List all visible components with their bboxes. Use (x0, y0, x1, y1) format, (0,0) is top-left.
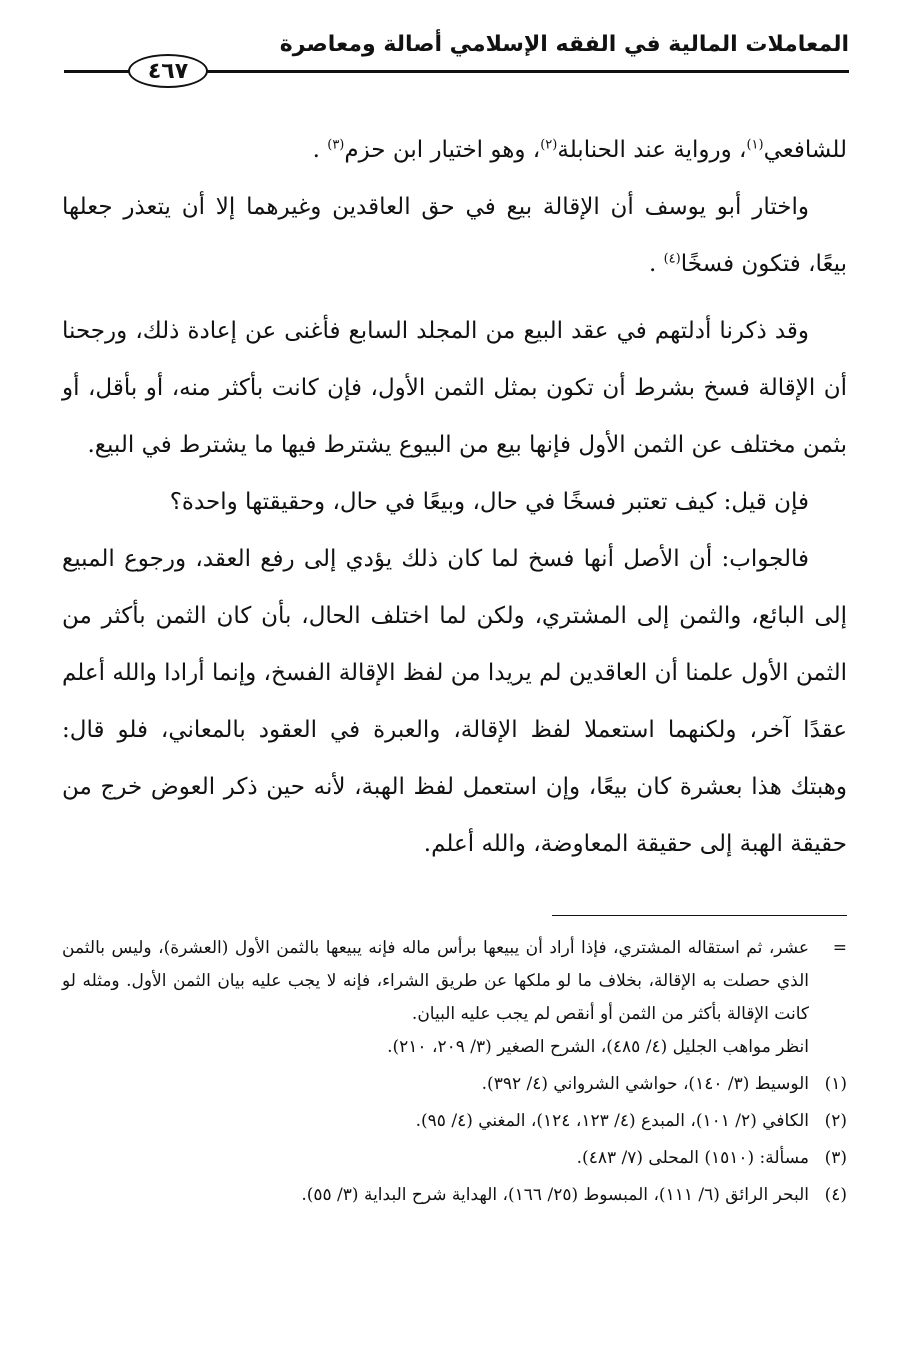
footnote-number: (٤) (824, 1185, 847, 1205)
footnote-text: الوسيط (٣/ ١٤٠)، حواشي الشرواني (٤/ ٣٩٢). (481, 1074, 809, 1094)
footnote (62, 1142, 847, 1175)
footnote-number: (١) (824, 1074, 847, 1094)
paragraph-1-text-a: للشافعي (763, 137, 847, 163)
paragraph-1-text-d: . (312, 137, 328, 163)
footnote-text: الكافي (٢/ ١٠١)، المبدع (٤/ ١٢٣، ١٢٤)، المغني (٤/ ٩٥). (415, 1111, 809, 1131)
footnote (62, 1068, 847, 1101)
paragraph-2 (62, 179, 847, 293)
footnotes (62, 932, 847, 1212)
footnote-number: (٣) (824, 1148, 847, 1168)
footnote (62, 1105, 847, 1138)
paragraph-4: فإن قيل: كيف تعتبر فسخًا في حال، وبيعًا في حال، وحقيقتها واحدة؟ (169, 489, 809, 515)
page-number: ٤٦٧ (128, 54, 208, 88)
footnote-ref-1: (١) (746, 137, 764, 153)
paragraph-2-text-b: . (648, 251, 664, 277)
paragraph-1-text-b: ، ورواية عند الحنابلة (557, 137, 747, 163)
footnote-number: (٢) (824, 1111, 847, 1131)
footnote-separator (552, 915, 847, 916)
see-also-reference: انظر مواهب الجليل (٤/ ٤٨٥)، الشرح الصغير (٣/ ٢٠٩، ٢١٠). (387, 1037, 809, 1057)
footnote-ref-4: (٤) (663, 251, 681, 267)
paragraph-3: وقد ذكرنا أدلتهم في عقد البيع من المجلد السابع فأغنى عن إعادة ذلك، ورجحنا أن الإقالة فسخ بشرط أن تكون بمثل الثمن الأول، فإن كانت بأكثر منه، أو بأقل، أو بثمن مختلف عن الثمن الأول فإنها بيع من البيوع يشترط فيها ما يشترط في البيع. (62, 318, 847, 458)
running-title: المعاملات المالية في الفقه الإسلامي أصالة ومعاصرة (279, 32, 849, 57)
main-text (62, 122, 847, 873)
paragraph-1 (62, 122, 847, 179)
footnote-text: البحر الرائق (٦/ ١١١)، المبسوط (٢٥/ ١٦٦)، الهداية شرح البداية (٣/ ٥٥). (301, 1185, 809, 1205)
paragraph-1-text-c: ، وهو اختيار ابن حزم (344, 137, 541, 163)
paragraph-5: فالجواب: أن الأصل أنها فسخ لما كان ذلك يؤدي إلى رفع العقد، ورجوع المبيع إلى البائع، والثمن إلى المشتري، ولكن لما اختلف الحال، بأن كان الثمن بأكثر من الثمن الأول علمنا أن العاقدين لم يريدا من لفظ الإقالة الفسخ، وإنما أرادا والله أعلم عقدًا آخر، ولكنهما استعملا لفظ الإقالة، والعبرة في العقود بالمعاني، فلو قال: وهبتك هذا بعشرة كان بيعًا، وإن استعمل لفظ الهبة، لأنه حين ذكر العوض خرج من حقيقة الهبة إلى حقيقة المعاوضة، والله أعلم. (62, 546, 847, 857)
continuation-text: عشر، ثم استقاله المشتري، فإذا أراد أن يبيعها برأس ماله فإنه يبيعها بالثمن الأول (العشرة)، وليس بالثمن الذي حصلت به الإقالة، بخلاف ما لو ملكها عن طريق الشراء، فإنه لا يجب عليه بيان الثمن الأول. ومثله لو كانت الإقالة بأكثر من الثمن أو أنقص لم يجب عليه البيان. (62, 938, 809, 1024)
footnote-ref-2: (٢) (540, 137, 558, 153)
footnote-ref-3: (٣) (327, 137, 345, 153)
paragraph-2-text-a: واختار أبو يوسف أن الإقالة بيع في حق العاقدين وغيرهما إلا أن يتعذر جعلها بيعًا، فتكون فسخًا (62, 194, 847, 277)
continuation-marker: = (832, 938, 847, 958)
footnote (62, 1179, 847, 1212)
footnote-text: مسألة: (١٥١٠) المحلى (٧/ ٤٨٣). (576, 1148, 809, 1168)
footnote-continuation (62, 932, 847, 1031)
